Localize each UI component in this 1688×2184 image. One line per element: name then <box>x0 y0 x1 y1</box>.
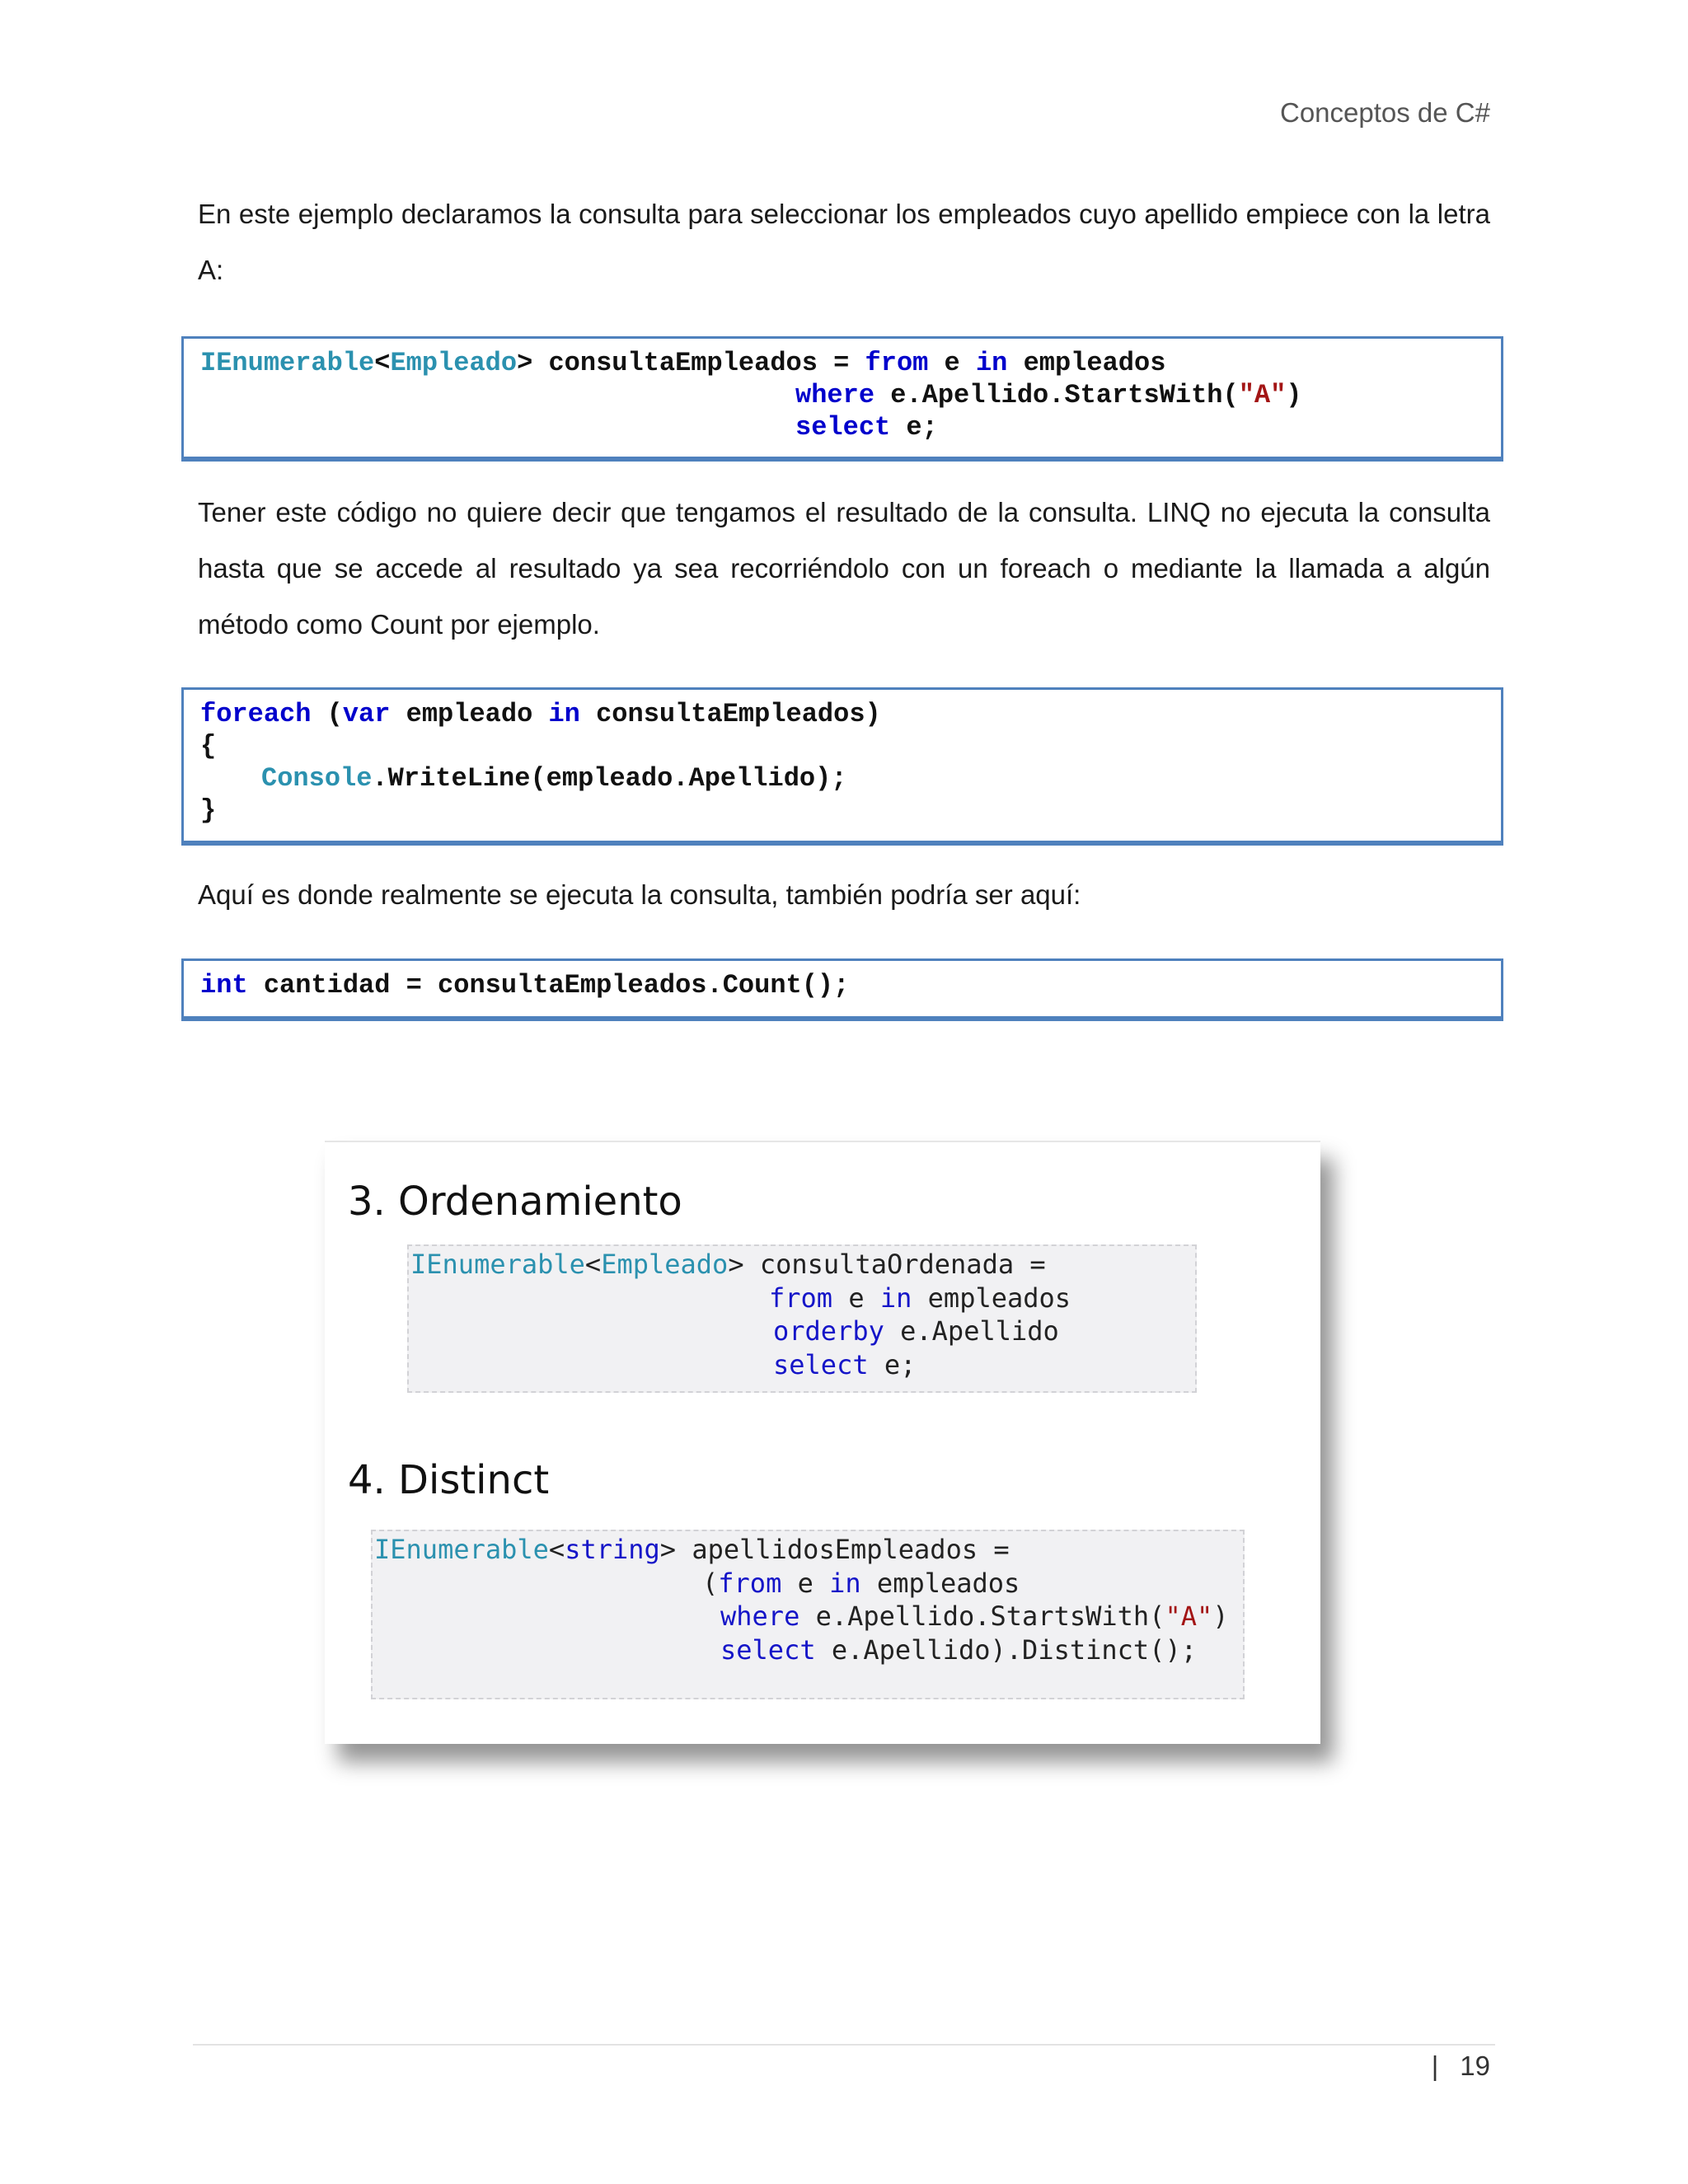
code-token: in <box>975 348 1008 378</box>
code-token: > <box>728 1249 744 1280</box>
slide-heading-distinct: 4. Distinct <box>348 1457 550 1503</box>
code-token: select <box>773 1348 869 1380</box>
code-token: consultaOrdenada = <box>743 1249 1046 1280</box>
code-token: IEnumerable <box>200 348 375 378</box>
code-token: e <box>928 348 976 378</box>
code-token: IEnumerable <box>374 1534 549 1565</box>
code-token: e.Apellido <box>884 1315 1059 1347</box>
code-token: e <box>781 1567 830 1599</box>
code-token: < <box>548 1534 565 1565</box>
slide-code-distinct <box>371 1530 1245 1699</box>
code-token: "A" <box>1238 380 1287 410</box>
code-token: e; <box>868 1348 917 1380</box>
code-token: in <box>548 699 580 729</box>
code-token: apellidosEmpleados = <box>676 1534 1010 1565</box>
code-token: where <box>720 1601 800 1632</box>
code-token: > consultaEmpleados = <box>517 348 865 378</box>
code-token: Console <box>261 763 373 794</box>
code-block-count <box>181 958 1503 1021</box>
code-token: e.Apellido).Distinct(); <box>815 1633 1197 1666</box>
code-token: consultaEmpleados) <box>579 699 881 729</box>
code-token: cantidad = consultaEmpleados.Count(); <box>247 970 850 1001</box>
code-token: empleado <box>390 699 549 729</box>
code-token: } <box>200 795 217 826</box>
code-token: Empleado <box>601 1249 729 1280</box>
code-token: select <box>795 412 891 443</box>
code-token: e.Apellido.StartsWith( <box>799 1601 1165 1632</box>
page-number-value: 19 <box>1460 2050 1490 2081</box>
code-token: empleados <box>1007 348 1166 378</box>
slide-heading-ordenamiento: 3. Ordenamiento <box>348 1179 682 1225</box>
code-token: from <box>718 1567 782 1599</box>
code-token: int <box>200 970 248 1001</box>
code-token: where <box>795 380 875 410</box>
code-token: > <box>659 1534 677 1565</box>
code-token: e <box>832 1282 880 1314</box>
paragraph-execution: Aquí es donde realmente se ejecuta la consulta, también podría ser aquí: <box>198 879 1081 910</box>
embedded-slide-image <box>325 1141 1320 1744</box>
code-token: foreach <box>200 699 312 729</box>
paragraph-explanation: Tener este código no quiere decir que tengamos el resultado de la consulta. LINQ no ejecuta la consulta hasta que se accede al resultado ya sea recorriéndolo con un foreach o mediante la llamada a algún método como Count por ejemplo. <box>198 497 1490 640</box>
code-token: e; <box>890 412 938 443</box>
paragraph-intro: En este ejemplo declaramos la consulta para seleccionar los empleados cuyo apellido empiece con la letra A: <box>198 199 1490 285</box>
page-number <box>1432 2050 1490 2082</box>
code-block-query <box>181 336 1503 462</box>
code-token: ( <box>702 1567 719 1599</box>
code-token: in <box>879 1282 912 1314</box>
code-token: Empleado <box>390 348 518 378</box>
code-token: from <box>865 348 929 378</box>
code-token: ) <box>1286 380 1302 410</box>
code-token: < <box>584 1249 602 1280</box>
code-token: ( <box>311 699 343 729</box>
code-token: empleados <box>912 1282 1071 1314</box>
footer-separator: | <box>1431 2050 1439 2081</box>
code-token: .WriteLine(empleado.Apellido); <box>372 763 847 794</box>
slide-code-orderby <box>407 1244 1197 1393</box>
code-token: in <box>829 1567 861 1599</box>
running-header: Conceptos de C# <box>1280 97 1490 128</box>
code-token: select <box>720 1633 816 1666</box>
footer-divider <box>193 2044 1495 2046</box>
code-token: empleados <box>860 1567 1020 1599</box>
code-token: from <box>769 1282 833 1314</box>
code-token: < <box>374 348 391 378</box>
code-token: string <box>565 1534 660 1565</box>
code-token: e.Apellido.StartsWith( <box>874 380 1239 410</box>
code-token: orderby <box>773 1315 884 1347</box>
code-token: ) <box>1212 1601 1229 1632</box>
code-token: { <box>200 731 217 762</box>
code-block-foreach <box>181 687 1503 846</box>
code-token: "A" <box>1165 1601 1213 1632</box>
code-token: IEnumerable <box>410 1249 585 1280</box>
code-token: var <box>342 699 391 729</box>
